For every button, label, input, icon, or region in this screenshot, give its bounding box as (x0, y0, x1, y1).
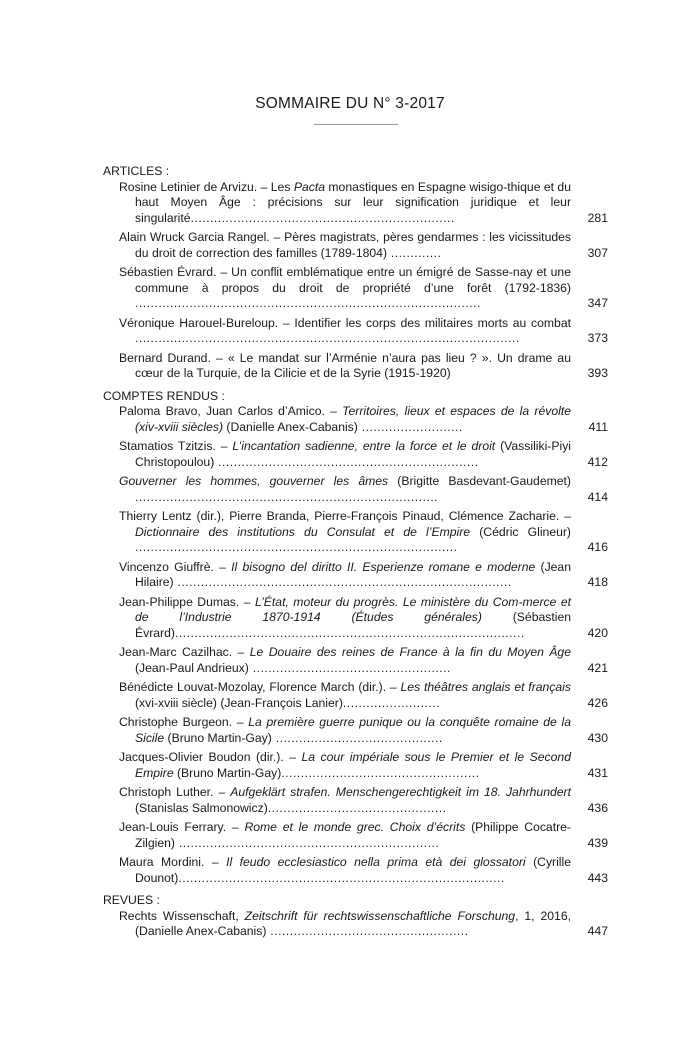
page-number: 421 (587, 660, 608, 675)
toc-entry[interactable] (103, 180, 611, 227)
leader-dots: .................................................................................... (178, 870, 505, 885)
entry-title: Zeitschrift für rechtswissenschaftliche Forschung (244, 908, 516, 923)
page-number: 411 (588, 419, 608, 434)
entry-author: Thierry Lentz (dir.), Pierre Branda, Pierre-François Pinaud, Clémence Zacharie. – (119, 509, 571, 523)
page-number: 393 (587, 366, 608, 380)
toc-entry[interactable] (103, 509, 611, 556)
page-number: 447 (587, 924, 608, 938)
section-articles (103, 164, 611, 382)
toc-entry[interactable] (103, 404, 611, 435)
entry-reviewer: (Jean-Paul Andrieux) (135, 660, 249, 675)
entry-reviewer: (Vassiliki-Piyi Christopoulou) (135, 439, 571, 469)
page-number: 281 (587, 210, 608, 225)
entry-title: Dictionnaire des institutions du Consulat et de l’Empire (135, 524, 471, 539)
entry-author: Maura Mordini. – (119, 855, 227, 869)
entry-author: Véronique Harouel-Bureloup. (119, 315, 279, 330)
entry-text: – Identifier les corps des militaires morts au combat (278, 315, 571, 330)
entry-author: Rosine Letinier de Arvizu. (119, 179, 258, 194)
leader-dots: ................................................... (281, 765, 480, 780)
entry-title: L’État, moteur du progrès. Le ministère du Com-merce et de l’Industrie 1870-1914 (Études générales) (135, 594, 571, 624)
toc-entry[interactable] (103, 230, 611, 261)
leader-dots: .................................................................... (190, 210, 455, 225)
entry-list (103, 404, 611, 886)
leader-dots: .......................................................................................... (174, 625, 525, 640)
entry-title: Aufgeklärt strafen. Menschengerechtigkeit im 18. Jahrhundert (230, 785, 571, 799)
page-number: 426 (587, 695, 608, 710)
table-of-contents (103, 164, 611, 947)
page-number: 418 (587, 575, 608, 589)
entry-title: Rome et le monde grec. Choix d’écrits (244, 820, 466, 834)
leader-dots: ................................................... (248, 660, 451, 675)
toc-entry[interactable] (103, 474, 611, 505)
toc-entry[interactable] (103, 595, 611, 642)
toc-entry[interactable] (103, 820, 611, 851)
toc-entry[interactable] (103, 439, 611, 470)
entry-reviewer: (Stanislas Salmonowicz) (135, 800, 268, 815)
entry-author: Stamatios Tzitzis. – (119, 439, 233, 453)
entry-author: Jean-Marc Cazilhac. – (119, 645, 250, 659)
toc-entry[interactable] (103, 645, 611, 676)
entry-text: monastiques en Espagne wisigo-thique et du haut Moyen Âge : précisions sur leur signification juridique et leur singularité (135, 179, 571, 225)
toc-entry[interactable] (103, 909, 611, 940)
page-number: 430 (587, 730, 608, 745)
page-number: 347 (587, 296, 608, 310)
entry-title: Il bisogno del diritto II. Esperienze romane e moderne (231, 559, 536, 574)
section-revues (103, 893, 611, 940)
entry-reviewer: (Philippe Cocatre-Zilgien) (135, 820, 571, 850)
page-number: 412 (587, 454, 608, 469)
page-number: 414 (587, 489, 608, 504)
leader-dots: ................................................................................... (135, 540, 458, 554)
page-number: 431 (587, 765, 608, 780)
entry-author: Bernard Durand. (119, 350, 211, 365)
entry-title: Gouverner les hommes, gouverner les âmes (119, 474, 389, 488)
leader-dots: ......................................................................................... (135, 296, 481, 310)
page-number: 307 (587, 245, 608, 260)
leader-dots: .............................................. (267, 800, 447, 815)
entry-text: – Un conflit emblématique entre un émigré de Sasse-nay et une commune à propos du droit de propriété d’une forêt (1792-1836) (135, 265, 571, 295)
leader-dots: ...................................................................................... (173, 575, 512, 589)
leader-dots: ........................................... (271, 730, 443, 745)
entry-reviewer: (Cédric Glineur) (470, 524, 571, 539)
page-number: 436 (587, 800, 608, 815)
page-title: SOMMAIRE DU N° 3-2017 (255, 95, 445, 112)
page-number: 439 (587, 835, 608, 850)
toc-entry[interactable] (103, 680, 611, 711)
entry-title: Les théâtres anglais et français (400, 680, 571, 694)
leader-dots: ................................................................... (214, 454, 479, 469)
leader-dots: ............. (387, 245, 442, 260)
entry-text: – « Le mandat sur l’Arménie n’aura pas lieu ? ». Un drame au cœur de la Turquie, de la Cilicie et de la Syrie (1915-1920) (135, 350, 571, 380)
toc-entry[interactable] (103, 560, 611, 591)
entry-reviewer: (Sébastien Évrard) (135, 610, 571, 640)
entry-reviewer: (Danielle Anex-Cabanis) (223, 419, 358, 434)
leader-dots: .............................................................................. (135, 489, 439, 504)
entry-author: Sébastien Évrard. (119, 265, 217, 279)
entry-author: Paloma Bravo, Juan Carlos d’Amico. – (119, 404, 343, 418)
entry-reviewer: , 1, 2016, (Danielle Anex-Cabanis) (135, 908, 571, 938)
entry-title: Il feudo ecclesiastico nella prima età dei glossatori (226, 855, 526, 869)
toc-entry[interactable] (103, 855, 611, 886)
entry-title: Le Douaire des reines de France à la fin du Moyen Âge (249, 645, 571, 659)
entry-author: Alain Wruck Garcia Rangel. (119, 230, 270, 244)
entry-author: Jean-Philippe Dumas. – (119, 594, 255, 609)
section-comptes-rendus (103, 389, 611, 887)
leader-dots: ......................... (342, 695, 441, 710)
entry-title: L’incantation sadienne, entre la force et le droit (232, 439, 496, 453)
toc-entry[interactable] (103, 316, 611, 347)
toc-entry[interactable] (103, 265, 611, 312)
page-number: 373 (587, 331, 608, 345)
leader-dots: ................................................................................................... (135, 331, 520, 345)
page-number: 416 (587, 540, 608, 554)
entry-author: Christophe Burgeon. – (119, 715, 249, 729)
title-rule (314, 124, 398, 125)
entry-author: Christoph Luther. – (119, 785, 231, 799)
entry-author: Bénédicte Louvat-Mozolay, Florence March (dir.). – (119, 680, 401, 694)
entry-reviewer: (Jean Hilaire) (135, 559, 571, 589)
toc-entry[interactable] (103, 750, 611, 781)
entry-author: Vincenzo Giuffrè. – (119, 559, 232, 574)
section-heading: ARTICLES : (103, 164, 170, 178)
leader-dots: .......................... (357, 419, 463, 434)
leader-dots: ................................................... (266, 924, 469, 938)
entry-italic: Pacta (293, 179, 325, 194)
toc-entry[interactable] (103, 785, 611, 816)
entry-title: La cour impériale sous le Premier et le Second Empire (135, 750, 571, 780)
leader-dots: ................................................................... (174, 835, 440, 850)
entry-reviewer: (Brigitte Basdevant-Gaudemet) (388, 474, 571, 488)
entry-text: – Pères magistrats, pères gendarmes : les vicissitudes du droit de correction des familles (1789-1804) (135, 230, 571, 260)
entry-reviewer: (xvi-xviii siècle) (Jean-François Lanier) (135, 695, 343, 710)
entry-text: – Les (257, 179, 294, 194)
entry-reviewer: (Cyrille Dounot) (135, 855, 572, 885)
entry-title: La première guerre punique ou la conquête romaine de la Sicile (135, 715, 571, 745)
section-heading: COMPTES RENDUS : (103, 388, 225, 403)
page-number: 420 (587, 625, 608, 640)
entry-author: Jacques-Olivier Boudon (dir.). – (119, 750, 302, 764)
entry-reviewer: (Bruno Martin-Gay) (164, 730, 272, 745)
entry-author: Jean-Louis Ferrary. – (119, 820, 245, 834)
toc-entry[interactable] (103, 351, 611, 382)
entry-title: Territoires, lieux et espaces de la révolte (xiv-xviii siècles) (135, 404, 571, 434)
entry-reviewer: (Bruno Martin-Gay) (173, 765, 282, 780)
section-heading: REVUES : (103, 893, 160, 907)
page-number: 443 (587, 870, 608, 885)
entry-author: Rechts Wissenschaft, (119, 908, 245, 923)
toc-entry[interactable] (103, 715, 611, 746)
entry-list (103, 909, 611, 940)
